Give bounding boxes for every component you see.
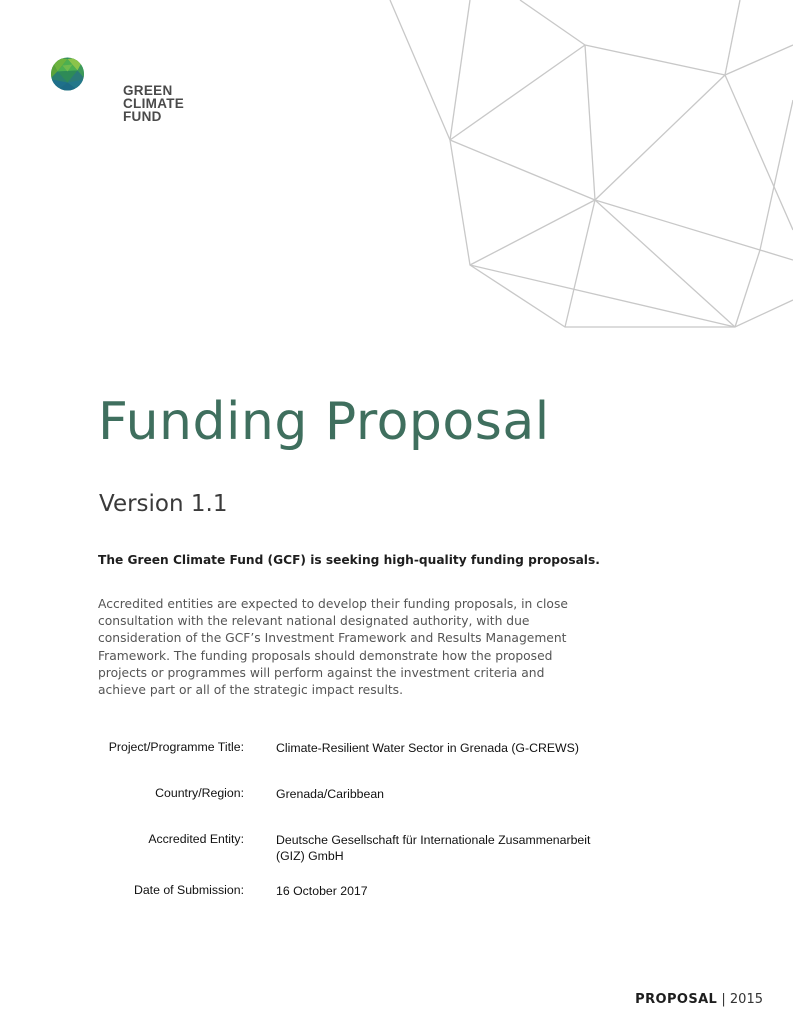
logo-line-fund: FUND [123,109,162,124]
logo-line-climate: CLIMATE [123,96,185,111]
intro-line: achieve part or all of the strategic impact results. [98,683,403,698]
footer-year: 2015 [729,992,763,1007]
date-value: 16 October 2017 [276,884,368,898]
logo-line-green: GREEN [123,83,173,98]
intro-line: consultation with the relevant national designated authority, with due [98,614,530,629]
entity-value-line: (GIZ) GmbH [276,849,344,863]
country-label: Country/Region: [155,786,244,800]
entity-label: Accredited Entity: [148,832,244,846]
intro-line: Accredited entities are expected to develop their funding proposals, in close [98,597,568,611]
intro-paragraph [98,596,598,699]
version-label: Version 1.1 [99,491,228,517]
gcf-globe-icon [50,44,120,114]
date-label: Date of Submission: [133,883,244,897]
entity-value [276,832,656,864]
intro-line: consideration of the GCF’s Investment Framework and Results Management [98,631,567,646]
page-title: Funding Proposal [98,392,550,452]
lead-statement: The Green Climate Fund (GCF) is seeking high-quality funding proposals. [98,553,600,567]
entity-value-line: Deutsche Gesellschaft für Internationale Zusammenarbeit [276,833,591,847]
intro-line: projects or programmes will perform against the investment criteria and [98,665,545,680]
geodesic-decoration [380,0,793,340]
project-title-label: Project/Programme Title: [108,740,244,754]
project-title-value: Climate-Resilient Water Sector in Grenada (G-CREWS) [276,741,579,755]
footer-separator: | [721,992,726,1007]
page-footer [635,992,763,1007]
intro-line: Framework. The funding proposals should demonstrate how the proposed [98,648,553,663]
country-value: Grenada/Caribbean [276,787,385,801]
footer-label: PROPOSAL [635,992,718,1007]
